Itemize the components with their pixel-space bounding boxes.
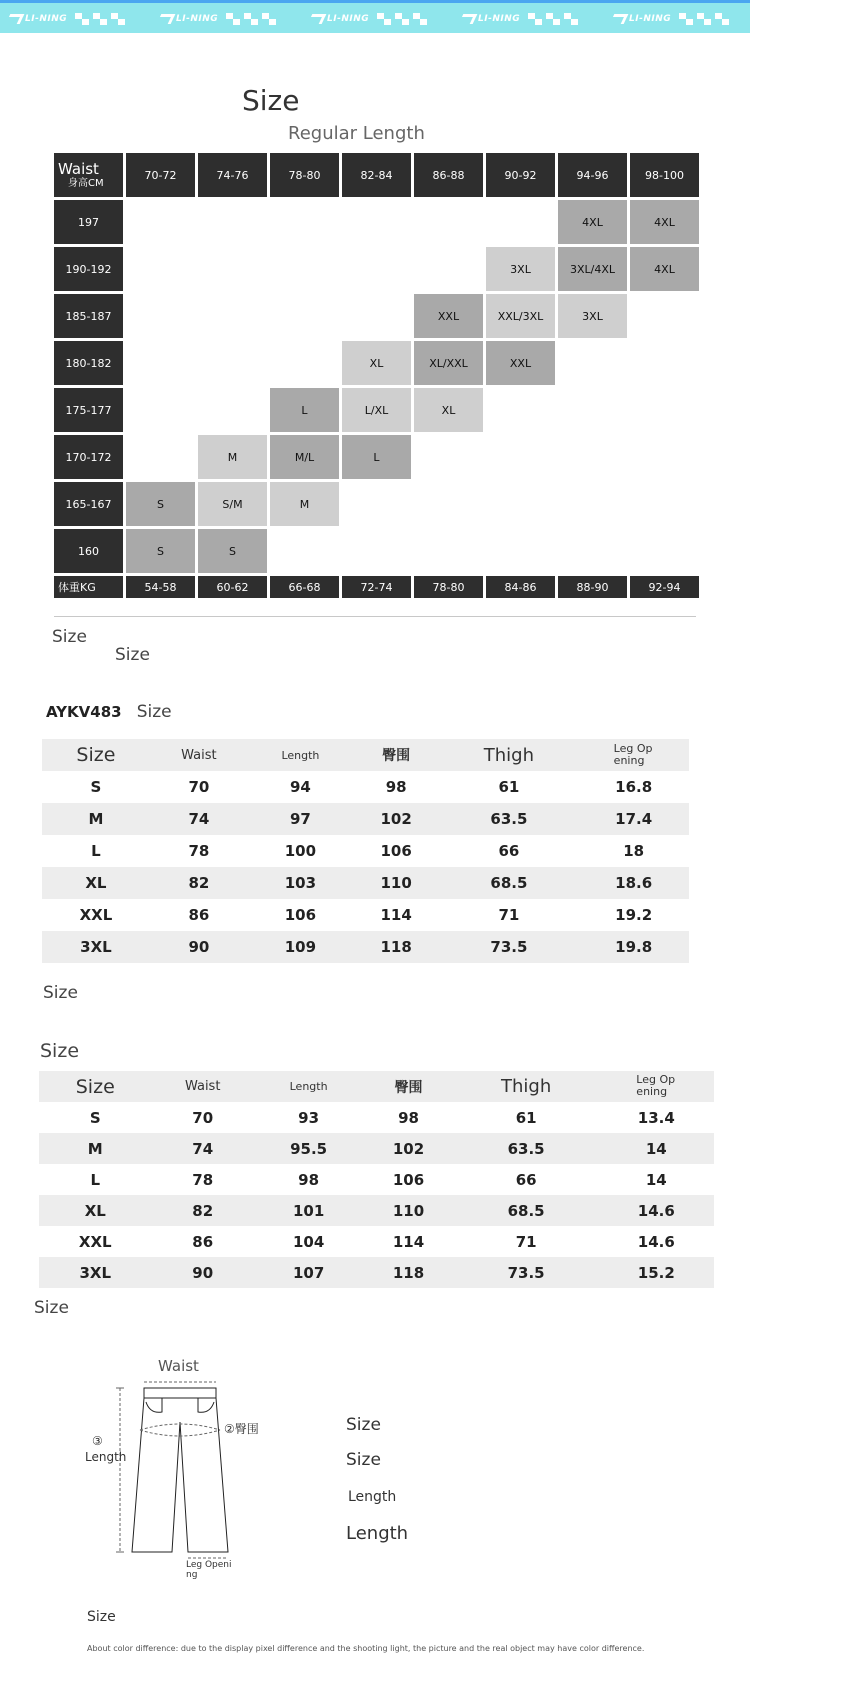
top-banner xyxy=(0,0,805,33)
table-cell: 71 xyxy=(498,906,520,924)
checker-icon xyxy=(413,13,427,25)
size-cell: S/M xyxy=(198,482,267,526)
size-cell: S xyxy=(126,529,195,573)
chart-title: Size xyxy=(242,84,300,117)
height-header: 160 xyxy=(54,529,123,573)
brand-text: LI-NING xyxy=(478,14,521,24)
diagram-leg-label: Leg Openi ng xyxy=(186,1560,232,1580)
table-cell: 103 xyxy=(248,867,353,899)
checker-pattern xyxy=(377,13,427,25)
checker-icon xyxy=(679,13,693,25)
column-header: Waist xyxy=(150,739,248,771)
table-cell: 82 xyxy=(150,867,248,899)
table-cell: 114 xyxy=(392,1232,425,1251)
logo-mark-icon xyxy=(761,14,777,24)
table-cell: 106 xyxy=(392,1170,425,1189)
table-cell: 118 xyxy=(363,1257,453,1288)
waist-header: 90-92 xyxy=(486,153,555,197)
checker-icon xyxy=(546,13,560,25)
height-header: 170-172 xyxy=(54,435,123,479)
checker-icon xyxy=(111,13,125,25)
checker-icon xyxy=(377,13,391,25)
brand-logo xyxy=(8,14,67,24)
checker-icon xyxy=(816,13,830,25)
table-cell: 100 xyxy=(284,842,317,860)
table-cell: 73.5 xyxy=(454,1257,599,1288)
size-cell: XL xyxy=(342,341,411,385)
table-row xyxy=(42,867,689,899)
checker-icon xyxy=(75,13,89,25)
table-cell: 110 xyxy=(353,867,440,899)
diagram-length-label: Length xyxy=(85,1450,127,1464)
table-cell: 97 xyxy=(248,803,353,835)
table-cell: 70 xyxy=(192,1108,214,1127)
note-1: Size xyxy=(52,627,87,647)
brand-text: LI-NING xyxy=(629,14,672,24)
column-header xyxy=(578,739,689,771)
weight-value: 54-58 xyxy=(126,576,195,598)
height-header: 190-192 xyxy=(54,247,123,291)
checker-pattern xyxy=(528,13,578,25)
size-cell: L/XL xyxy=(342,388,411,432)
chart-subtitle: Regular Length xyxy=(288,123,425,144)
note-3: Size xyxy=(43,983,78,1003)
table-cell: 19.2 xyxy=(615,906,653,924)
table-cell: 3XL xyxy=(42,931,150,963)
table-cell: 107 xyxy=(254,1257,363,1288)
banner-segment xyxy=(8,9,125,29)
weight-value: 78-80 xyxy=(414,576,483,598)
column-header xyxy=(599,1071,714,1102)
note-4: Size xyxy=(40,1040,80,1062)
table-cell: XXL xyxy=(78,1232,112,1251)
pants-diagram xyxy=(80,1352,280,1592)
weight-value: 60-62 xyxy=(198,576,267,598)
color-disclaimer: About color difference: due to the display pixel difference and the shooting light, the picture and the real object may have color difference. xyxy=(87,1644,645,1653)
checker-icon xyxy=(715,13,729,25)
table-row xyxy=(42,899,689,931)
table-cell: 18 xyxy=(623,842,645,860)
table-cell: 68.5 xyxy=(439,867,578,899)
table-cell: 71 xyxy=(515,1232,537,1251)
checker-icon xyxy=(93,13,107,25)
column-header: Thigh xyxy=(439,739,578,771)
table-row xyxy=(42,771,689,803)
table-cell: M xyxy=(42,803,150,835)
measure-note-2: Size xyxy=(346,1450,381,1470)
height-header: 175-177 xyxy=(54,388,123,432)
weight-value: 72-74 xyxy=(342,576,411,598)
table-cell: XXL xyxy=(79,906,113,924)
table-cell: XL xyxy=(42,867,150,899)
logo-mark-icon xyxy=(610,14,629,24)
table-cell: 98 xyxy=(385,778,407,796)
table-cell: 86 xyxy=(188,906,210,924)
brand-text: LI-NING xyxy=(327,14,370,24)
table-cell: 90 xyxy=(152,1257,254,1288)
size-cell: 4XL xyxy=(630,200,699,244)
table-row xyxy=(42,835,689,867)
table-row xyxy=(39,1226,714,1257)
model-heading xyxy=(46,702,172,722)
table-cell: 78 xyxy=(192,1170,214,1189)
table-cell: 93 xyxy=(298,1108,320,1127)
measure-note-4: Length xyxy=(346,1523,409,1544)
height-header: 180-182 xyxy=(54,341,123,385)
table-cell: 94 xyxy=(289,778,311,796)
table-cell: 98 xyxy=(298,1170,320,1189)
table-cell: 13.4 xyxy=(637,1108,675,1127)
table-cell: 95.5 xyxy=(254,1133,363,1164)
table-cell: 19.8 xyxy=(578,931,689,963)
table-cell: 66 xyxy=(515,1170,537,1189)
brand-logo xyxy=(159,14,218,24)
table-cell: 74 xyxy=(152,1133,254,1164)
checker-icon xyxy=(834,13,848,25)
size-cell: XXL xyxy=(414,294,483,338)
logo-mark-icon xyxy=(459,14,478,24)
weight-value: 84-86 xyxy=(486,576,555,598)
weight-value: 88-90 xyxy=(558,576,627,598)
checker-pattern xyxy=(816,13,866,25)
table-cell: 109 xyxy=(248,931,353,963)
table-cell: 14 xyxy=(599,1133,714,1164)
column-header: Size xyxy=(39,1071,152,1102)
weight-value: 66-68 xyxy=(270,576,339,598)
table-cell: 61 xyxy=(498,778,520,796)
table-cell: 78 xyxy=(188,842,210,860)
table-cell: 82 xyxy=(152,1195,254,1226)
table-cell: 61 xyxy=(515,1108,537,1127)
size-cell: 4XL xyxy=(558,200,627,244)
diagram-length-number: ③ xyxy=(92,1434,103,1448)
corner-waist-label: Waist xyxy=(58,159,99,178)
table-header-row xyxy=(42,739,689,771)
checker-icon xyxy=(395,13,409,25)
table-row xyxy=(42,931,689,963)
column-header: Length xyxy=(248,739,353,771)
grid-corner xyxy=(54,153,123,197)
table-cell: 15.2 xyxy=(599,1257,714,1288)
checker-icon xyxy=(852,13,866,25)
size-cell: XL/XXL xyxy=(414,341,483,385)
waist-header: 74-76 xyxy=(198,153,267,197)
brand-logo xyxy=(763,9,808,29)
column-header: Length xyxy=(254,1071,363,1102)
table-cell: 16.8 xyxy=(615,778,653,796)
table-cell: 106 xyxy=(284,906,317,924)
table-row xyxy=(39,1164,714,1195)
table-row xyxy=(39,1102,714,1133)
banner-segment xyxy=(159,9,276,29)
checker-icon xyxy=(262,13,276,25)
waist-header: 94-96 xyxy=(558,153,627,197)
table-cell: 68.5 xyxy=(454,1195,599,1226)
size-cell: 4XL xyxy=(630,247,699,291)
column-header: Size xyxy=(42,739,150,771)
note-6: Size xyxy=(87,1609,116,1625)
model-code: AYKV483 xyxy=(46,703,122,721)
table-cell: 63.5 xyxy=(439,803,578,835)
weight-label: 体重KG xyxy=(54,576,123,598)
table-cell: 86 xyxy=(192,1232,214,1251)
measure-note-3: Length xyxy=(348,1489,397,1505)
height-header: 197 xyxy=(54,200,123,244)
checker-pattern xyxy=(679,13,729,25)
table-cell: 104 xyxy=(292,1232,325,1251)
table-cell: 114 xyxy=(380,906,412,924)
table-cell: 17.4 xyxy=(578,803,689,835)
size-cell: 3XL xyxy=(558,294,627,338)
checker-icon xyxy=(244,13,258,25)
table-cell: L xyxy=(90,1170,101,1189)
size-table-1 xyxy=(42,739,689,963)
checker-pattern xyxy=(75,13,125,25)
table-cell: 14.6 xyxy=(637,1232,675,1251)
diagram-waist-label: Waist xyxy=(158,1357,199,1375)
table-row xyxy=(42,803,689,835)
pants-icon xyxy=(80,1352,280,1592)
table-row xyxy=(39,1133,714,1164)
size-cell: M xyxy=(270,482,339,526)
banner-segment xyxy=(763,9,866,29)
brand-text: LI-NING xyxy=(25,14,68,24)
corner-height-label: 身高CM xyxy=(68,177,104,189)
leg-opening-header: Leg Op ening xyxy=(636,1073,676,1098)
table-row xyxy=(39,1195,714,1226)
banner-segment xyxy=(461,9,578,29)
table-cell: 73.5 xyxy=(439,931,578,963)
weight-value: 92-94 xyxy=(630,576,699,598)
table-cell: 74 xyxy=(150,803,248,835)
column-header: 臀围 xyxy=(353,739,440,771)
column-header: 臀围 xyxy=(363,1071,453,1102)
table-cell: 14 xyxy=(645,1170,667,1189)
brand-logo xyxy=(612,14,671,24)
checker-pattern xyxy=(226,13,276,25)
table-cell: 63.5 xyxy=(454,1133,599,1164)
table-cell: 102 xyxy=(363,1133,453,1164)
checker-icon xyxy=(697,13,711,25)
size-cell: M xyxy=(198,435,267,479)
brand-logo xyxy=(310,14,369,24)
table-cell: 18.6 xyxy=(578,867,689,899)
checker-icon xyxy=(528,13,542,25)
size-cell: 3XL/4XL xyxy=(558,247,627,291)
measure-note-1: Size xyxy=(346,1415,381,1435)
brand-text: LI-NING xyxy=(176,14,219,24)
size-cell: XL xyxy=(414,388,483,432)
logo-mark-icon xyxy=(6,14,25,24)
leg-opening-header: Leg Op ening xyxy=(613,741,653,767)
size-cell: L xyxy=(342,435,411,479)
brand-logo xyxy=(461,14,520,24)
table-row xyxy=(39,1257,714,1288)
model-suffix: Size xyxy=(136,702,172,722)
size-cell: S xyxy=(198,529,267,573)
table-cell: 106 xyxy=(380,842,412,860)
table-cell: 70 xyxy=(188,778,210,796)
size-cell: XXL/3XL xyxy=(486,294,555,338)
waist-header: 86-88 xyxy=(414,153,483,197)
table-cell: 102 xyxy=(353,803,440,835)
waist-header: 70-72 xyxy=(126,153,195,197)
note-2: Size xyxy=(115,645,150,665)
note-5: Size xyxy=(34,1298,69,1318)
divider xyxy=(54,616,696,617)
size-cell: L xyxy=(270,388,339,432)
table-header-row xyxy=(39,1071,714,1102)
checker-icon xyxy=(564,13,578,25)
column-header: Thigh xyxy=(454,1071,599,1102)
table-cell: 101 xyxy=(254,1195,363,1226)
waist-header: 82-84 xyxy=(342,153,411,197)
table-cell: 14.6 xyxy=(599,1195,714,1226)
table-cell: S xyxy=(89,1108,101,1127)
banner-segment xyxy=(612,9,729,29)
table-cell: 98 xyxy=(398,1108,419,1127)
brand-text: LI-NING xyxy=(777,9,805,29)
size-cell: XXL xyxy=(486,341,555,385)
height-header: 165-167 xyxy=(54,482,123,526)
size-cell: 3XL xyxy=(486,247,555,291)
table-cell: 118 xyxy=(353,931,440,963)
table-cell: S xyxy=(90,778,102,796)
column-header: Waist xyxy=(152,1071,254,1102)
table-cell: M xyxy=(39,1133,152,1164)
size-cell: M/L xyxy=(270,435,339,479)
waist-header: 78-80 xyxy=(270,153,339,197)
size-cell: S xyxy=(126,482,195,526)
logo-mark-icon xyxy=(308,14,327,24)
table-cell: 110 xyxy=(363,1195,453,1226)
height-header: 185-187 xyxy=(54,294,123,338)
waist-header: 98-100 xyxy=(630,153,699,197)
table-cell: XL xyxy=(39,1195,152,1226)
banner-segment xyxy=(310,9,427,29)
table-cell: 66 xyxy=(498,842,520,860)
diagram-hip-label: ②臀围 xyxy=(224,1422,259,1436)
table-cell: 90 xyxy=(150,931,248,963)
checker-icon xyxy=(226,13,240,25)
table-cell: 3XL xyxy=(39,1257,152,1288)
size-table-2 xyxy=(39,1071,714,1288)
table-cell: L xyxy=(91,842,101,860)
logo-mark-icon xyxy=(157,14,176,24)
